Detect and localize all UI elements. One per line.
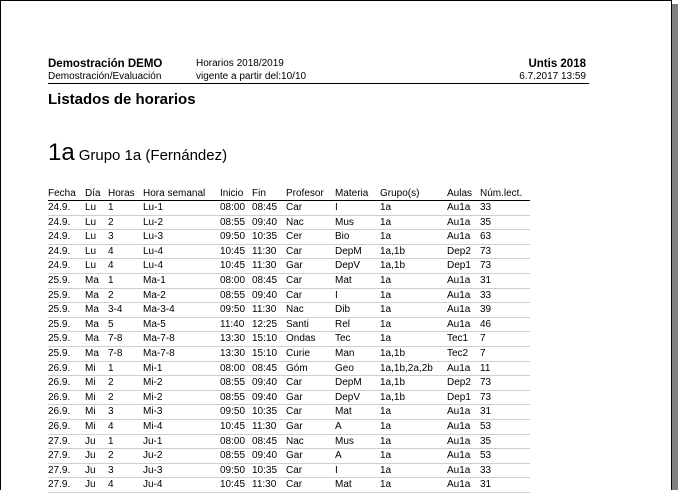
table-cell: 7 (480, 346, 530, 361)
table-cell: Au1a (447, 215, 480, 230)
app-name: Untis 2018 (528, 58, 586, 70)
table-cell: 11:30 (252, 244, 286, 259)
table-cell: 11:40 (220, 317, 252, 332)
print-datetime: 6.7.2017 13:59 (519, 71, 586, 82)
table-cell: I (335, 201, 380, 216)
organization-subtitle: Demostración/Evaluación (48, 71, 162, 82)
table-cell: Mi-4 (143, 419, 220, 434)
table-cell: Geo (335, 361, 380, 376)
table-cell: Lu-2 (143, 215, 220, 230)
table-cell: Ma-2 (143, 288, 220, 303)
table-cell: Lu (85, 230, 108, 245)
table-cell: Ju-4 (143, 478, 220, 493)
table-cell: 27.9. (48, 449, 85, 464)
table-cell: 1a,1b (380, 376, 447, 391)
table-cell: Lu (85, 201, 108, 216)
col-horas: Horas (108, 187, 143, 201)
table-cell: Car (286, 463, 335, 478)
table-cell: 35 (480, 434, 530, 449)
table-cell: 5 (108, 317, 143, 332)
table-row (48, 273, 530, 288)
table-cell: Mat (335, 273, 380, 288)
col-dia: Día (85, 187, 108, 201)
table-cell: Gar (286, 390, 335, 405)
table-cell: 73 (480, 376, 530, 391)
table-cell: Car (286, 201, 335, 216)
group-name: Grupo 1a (Fernández) (78, 147, 228, 164)
table-cell: 10:35 (252, 405, 286, 420)
table-cell: Ma (85, 288, 108, 303)
table-cell: Tec2 (447, 346, 480, 361)
group-heading (48, 139, 227, 167)
table-cell: 33 (480, 463, 530, 478)
table-cell: Ju (85, 449, 108, 464)
table-cell: 1a (380, 332, 447, 347)
table-cell: Au1a (447, 361, 480, 376)
table-cell: Lu (85, 215, 108, 230)
table-cell: 26.9. (48, 405, 85, 420)
table-cell: 26.9. (48, 390, 85, 405)
table-cell: 2 (108, 288, 143, 303)
table-row (48, 230, 530, 245)
table-cell: Ju (85, 463, 108, 478)
table-cell: Ma-3-4 (143, 303, 220, 318)
table-cell: 24.9. (48, 215, 85, 230)
table-cell: Curie (286, 346, 335, 361)
table-cell: 39 (480, 303, 530, 318)
table-cell: Mat (335, 405, 380, 420)
table-cell: 1 (108, 434, 143, 449)
table-row (48, 419, 530, 434)
table-cell: Mi (85, 390, 108, 405)
table-cell: 1 (108, 361, 143, 376)
table-cell: DepM (335, 376, 380, 391)
table-cell: Au1a (447, 303, 480, 318)
page-shadow (672, 4, 678, 490)
table-cell: Cer (286, 230, 335, 245)
table-cell: 26.9. (48, 419, 85, 434)
table-cell: 4 (108, 478, 143, 493)
table-cell: Santi (286, 317, 335, 332)
table-cell: 1a (380, 273, 447, 288)
table-cell: 3 (108, 405, 143, 420)
table-row (48, 215, 530, 230)
table-cell: 1a (380, 419, 447, 434)
table-cell: 11:30 (252, 303, 286, 318)
table-cell: 4 (108, 419, 143, 434)
table-cell: 09:50 (220, 463, 252, 478)
table-cell: Man (335, 346, 380, 361)
table-row (48, 376, 530, 391)
table-cell: 2 (108, 376, 143, 391)
table-row (48, 332, 530, 347)
table-cell: 24.9. (48, 230, 85, 245)
page-title: Listados de horarios (48, 91, 196, 108)
table-row (48, 288, 530, 303)
table-cell: Tec1 (447, 332, 480, 347)
table-cell: Au1a (447, 463, 480, 478)
table-cell: 26.9. (48, 361, 85, 376)
table-cell: Dep1 (447, 390, 480, 405)
col-inicio: Inicio (220, 187, 252, 201)
table-cell: Au1a (447, 273, 480, 288)
table-cell: 1a (380, 317, 447, 332)
table-cell: Au1a (447, 478, 480, 493)
table-cell: Ju (85, 478, 108, 493)
table-cell: 63 (480, 230, 530, 245)
table-cell: Mi (85, 419, 108, 434)
table-cell: 13:30 (220, 332, 252, 347)
table-cell: 25.9. (48, 346, 85, 361)
valid-from: vigente a partir del:10/10 (196, 71, 307, 82)
table-cell: 4 (108, 259, 143, 274)
table-cell: Au1a (447, 317, 480, 332)
table-cell: 11:30 (252, 419, 286, 434)
table-cell: Ma (85, 273, 108, 288)
table-cell: 1a (380, 230, 447, 245)
table-cell: Dep1 (447, 259, 480, 274)
table-cell: 33 (480, 288, 530, 303)
table-cell: 7-8 (108, 332, 143, 347)
table-cell: 24.9. (48, 244, 85, 259)
table-row (48, 259, 530, 274)
table-cell: Dep2 (447, 376, 480, 391)
table-cell: Mus (335, 434, 380, 449)
table-cell: 31 (480, 273, 530, 288)
table-row (48, 463, 530, 478)
table-cell: 1a (380, 449, 447, 464)
table-cell: 1a (380, 201, 447, 216)
table-cell: Ma-5 (143, 317, 220, 332)
table-cell: Ma-7-8 (143, 332, 220, 347)
table-cell: 3-4 (108, 303, 143, 318)
table-cell: 08:00 (220, 201, 252, 216)
table-cell: Góm (286, 361, 335, 376)
table-cell: 25.9. (48, 288, 85, 303)
table-cell: 08:45 (252, 361, 286, 376)
table-cell: 09:40 (252, 376, 286, 391)
table-cell: 26.9. (48, 376, 85, 391)
table-cell: 53 (480, 419, 530, 434)
table-cell: 24.9. (48, 201, 85, 216)
table-cell: Lu-4 (143, 244, 220, 259)
table-cell: 1a (380, 215, 447, 230)
table-cell: 53 (480, 449, 530, 464)
table-cell: Lu-1 (143, 201, 220, 216)
table-cell: 08:00 (220, 434, 252, 449)
table-cell: Mi-2 (143, 376, 220, 391)
col-num-lect: Núm.lect. (480, 187, 530, 201)
table-cell: 09:40 (252, 215, 286, 230)
table-cell: A (335, 449, 380, 464)
table-cell: 1a,1b (380, 390, 447, 405)
table-cell: Au1a (447, 288, 480, 303)
table-row (48, 361, 530, 376)
table-row (48, 434, 530, 449)
table-row (48, 201, 530, 216)
table-cell: 08:55 (220, 215, 252, 230)
table-cell: 1a,1b (380, 244, 447, 259)
table-cell: 1a (380, 434, 447, 449)
table-cell: Ma-7-8 (143, 346, 220, 361)
table-cell: Ma (85, 303, 108, 318)
table-cell: Dep2 (447, 244, 480, 259)
table-cell: 10:35 (252, 230, 286, 245)
table-cell: Dib (335, 303, 380, 318)
table-cell: Car (286, 478, 335, 493)
table-cell: 10:45 (220, 259, 252, 274)
table-cell: Mi-2 (143, 390, 220, 405)
table-cell: Au1a (447, 405, 480, 420)
table-cell: 09:50 (220, 303, 252, 318)
table-cell: Au1a (447, 434, 480, 449)
table-cell: Mi (85, 405, 108, 420)
table-cell: Ju-1 (143, 434, 220, 449)
table-cell: 12:25 (252, 317, 286, 332)
table-cell: 08:55 (220, 449, 252, 464)
table-row (48, 478, 530, 493)
table-row (48, 244, 530, 259)
table-cell: 08:00 (220, 273, 252, 288)
table-cell: 2 (108, 390, 143, 405)
table-cell: 08:55 (220, 288, 252, 303)
table-cell: 10:45 (220, 419, 252, 434)
col-profesor: Profesor (286, 187, 335, 201)
table-cell: 24.9. (48, 259, 85, 274)
table-cell: Car (286, 244, 335, 259)
table-cell: 09:40 (252, 390, 286, 405)
table-cell: Au1a (447, 201, 480, 216)
table-cell: 08:55 (220, 390, 252, 405)
table-cell: DepM (335, 244, 380, 259)
table-cell: 10:45 (220, 478, 252, 493)
table-cell: 3 (108, 230, 143, 245)
table-cell: Mus (335, 215, 380, 230)
table-cell: 73 (480, 259, 530, 274)
table-cell: 31 (480, 405, 530, 420)
table-cell: Ju (85, 434, 108, 449)
table-cell: 31 (480, 478, 530, 493)
table-cell: Au1a (447, 449, 480, 464)
table-cell: 2 (108, 449, 143, 464)
table-cell: 15:10 (252, 346, 286, 361)
table-cell: 11:30 (252, 478, 286, 493)
table-cell: 11:30 (252, 259, 286, 274)
table-cell: Bio (335, 230, 380, 245)
table-cell: Mi (85, 376, 108, 391)
report-header (48, 58, 589, 84)
table-cell: Nac (286, 434, 335, 449)
table-cell: Lu-4 (143, 259, 220, 274)
table-cell: 09:40 (252, 288, 286, 303)
table-cell: 3 (108, 463, 143, 478)
table-cell: Rel (335, 317, 380, 332)
table-cell: 15:10 (252, 332, 286, 347)
table-cell: 11 (480, 361, 530, 376)
table-cell: Mi (85, 361, 108, 376)
col-fin: Fin (252, 187, 286, 201)
table-cell: 33 (480, 201, 530, 216)
table-cell: 7 (480, 332, 530, 347)
table-cell: 13:30 (220, 346, 252, 361)
col-materia: Materia (335, 187, 380, 201)
table-cell: 4 (108, 244, 143, 259)
table-cell: Ju-3 (143, 463, 220, 478)
table-cell: 1a,1b,2a,2b (380, 361, 447, 376)
table-cell: Lu (85, 259, 108, 274)
table-cell: 09:40 (252, 449, 286, 464)
table-cell: 35 (480, 215, 530, 230)
table-cell: 08:45 (252, 273, 286, 288)
table-cell: Lu (85, 244, 108, 259)
table-cell: 09:50 (220, 230, 252, 245)
table-cell: 10:45 (220, 244, 252, 259)
table-row (48, 317, 530, 332)
table-cell: 1a (380, 303, 447, 318)
table-cell: 2 (108, 215, 143, 230)
table-cell: Mat (335, 478, 380, 493)
table-row (48, 346, 530, 361)
table-cell: Nac (286, 215, 335, 230)
table-cell: Ju-2 (143, 449, 220, 464)
table-cell: 08:55 (220, 376, 252, 391)
table-cell: 27.9. (48, 434, 85, 449)
table-cell: DepV (335, 259, 380, 274)
table-cell: 7-8 (108, 346, 143, 361)
col-grupos: Grupo(s) (380, 187, 447, 201)
table-cell: 27.9. (48, 478, 85, 493)
table-cell: 09:50 (220, 405, 252, 420)
table-cell: Car (286, 405, 335, 420)
table-cell: 1a,1b (380, 259, 447, 274)
table-header-row (48, 187, 530, 201)
table-cell: Mi-3 (143, 405, 220, 420)
table-cell: 25.9. (48, 317, 85, 332)
table-cell: 27.9. (48, 463, 85, 478)
table-row (48, 390, 530, 405)
table-cell: I (335, 288, 380, 303)
table-cell: Ma-1 (143, 273, 220, 288)
table-cell: DepV (335, 390, 380, 405)
table-cell: Gar (286, 259, 335, 274)
timetable-list (48, 187, 530, 493)
table-cell: Lu-3 (143, 230, 220, 245)
table-cell: 08:45 (252, 434, 286, 449)
table-cell: Ondas (286, 332, 335, 347)
table-cell: 1a (380, 478, 447, 493)
table-cell: 1a (380, 463, 447, 478)
col-hora-semanal: Hora semanal (143, 187, 220, 201)
table-cell: 10:35 (252, 463, 286, 478)
table-row (48, 405, 530, 420)
schedule-name: Horarios 2018/2019 (196, 58, 284, 69)
table-cell: 1 (108, 273, 143, 288)
organization-name: Demostración DEMO (48, 58, 163, 70)
table-cell: Car (286, 288, 335, 303)
col-aulas: Aulas (447, 187, 480, 201)
table-cell: 1a,1b (380, 346, 447, 361)
table-cell: Gar (286, 449, 335, 464)
table-cell: I (335, 463, 380, 478)
table-cell: 08:45 (252, 201, 286, 216)
table-row (48, 449, 530, 464)
table-row (48, 303, 530, 318)
table-cell: Ma (85, 346, 108, 361)
table-cell: 1 (108, 201, 143, 216)
table-cell: A (335, 419, 380, 434)
table-cell: 1a (380, 288, 447, 303)
table-cell: Nac (286, 303, 335, 318)
table-cell: Au1a (447, 230, 480, 245)
table-cell: 73 (480, 390, 530, 405)
table-cell: 25.9. (48, 273, 85, 288)
table-cell: Car (286, 376, 335, 391)
table-cell: 46 (480, 317, 530, 332)
table-cell: Ma (85, 332, 108, 347)
table-cell: Mi-1 (143, 361, 220, 376)
col-fecha: Fecha (48, 187, 85, 201)
table-cell: 08:00 (220, 361, 252, 376)
table-cell: 1a (380, 405, 447, 420)
group-code: 1a (48, 139, 75, 166)
table-cell: Gar (286, 419, 335, 434)
table-cell: Car (286, 273, 335, 288)
table-cell: 25.9. (48, 332, 85, 347)
table-cell: 73 (480, 244, 530, 259)
table-cell: Au1a (447, 419, 480, 434)
table-cell: Tec (335, 332, 380, 347)
table-cell: Ma (85, 317, 108, 332)
table-cell: 25.9. (48, 303, 85, 318)
